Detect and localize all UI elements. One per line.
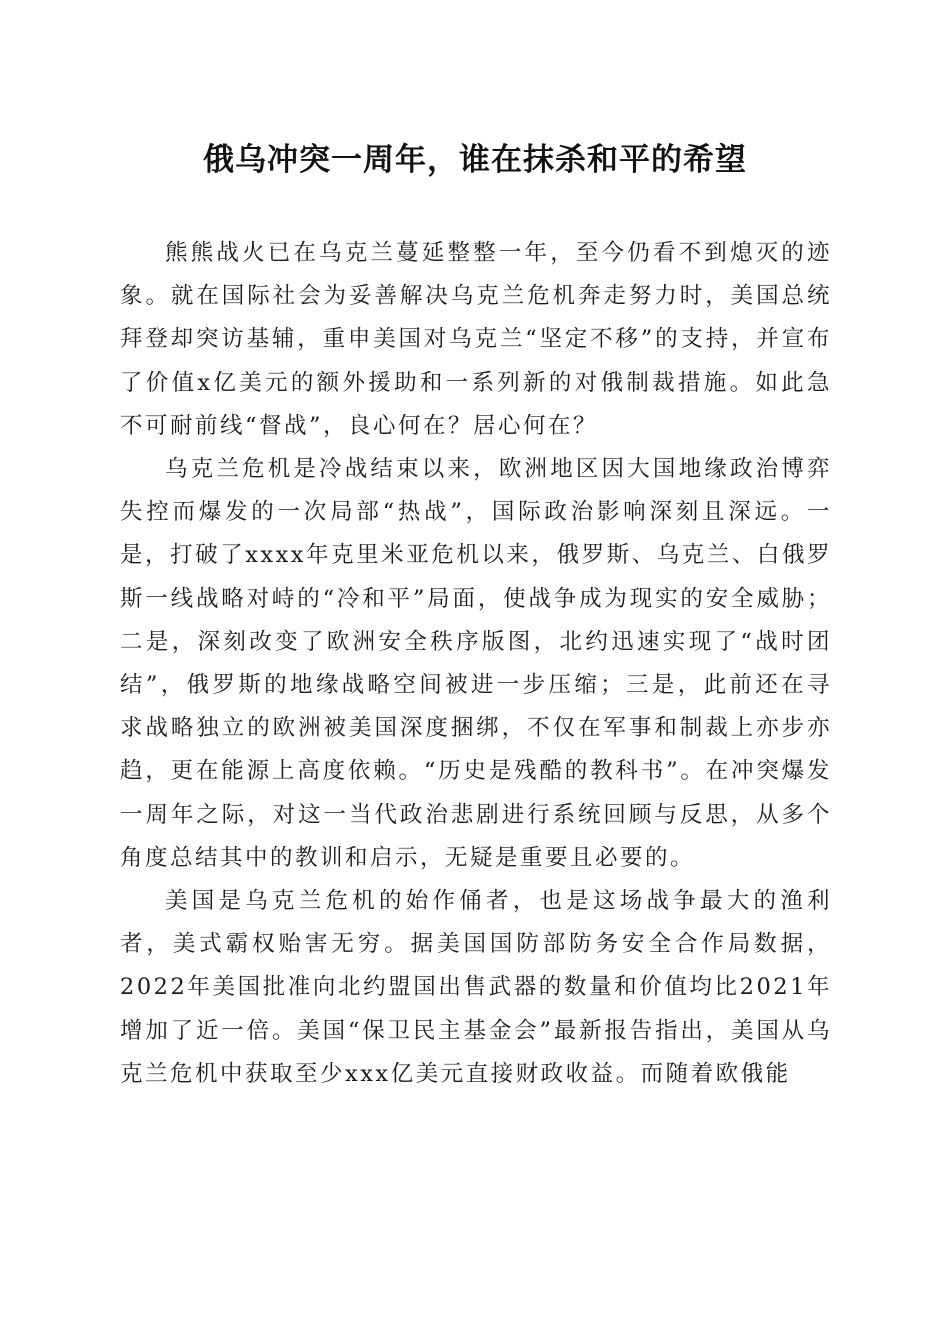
document-body [120,232,832,1096]
document-title: 俄乌冲突一周年，谁在抹杀和平的希望 [203,142,747,178]
paragraph-2: 乌克兰危机是冷战结束以来，欧洲地区因大国地缘政治博弈失控而爆发的一次局部“热战”，国际政治影响深刻且深远。一是，打破了xxxx年克里米亚危机以来，俄罗斯、乌克兰、白俄罗斯一线战略对峙的“冷和平”局面，使战争成为现实的安全威胁；二是，深刻改变了欧洲安全秩序版图，北约迅速实现了“战时团结”，俄罗斯的地缘战略空间被进一步压缩；三是，此前还在寻求战略独立的欧洲被美国深度捆绑，不仅在军事和制裁上亦步亦趋，更在能源上高度依赖。“历史是残酷的教科书”。在冲突爆发一周年之际，对这一当代政治悲剧进行系统回顾与反思，从多个角度总结其中的教训和启示，无疑是重要且必要的。 [120,456,832,871]
paragraph-3: 美国是乌克兰危机的始作俑者，也是这场战争最大的渔利者，美式霸权贻害无穷。据美国国防部防务安全合作局数据，2022年美国批准向北约盟国出售武器的数量和价值均比2021年增加了近一倍。美国“保卫民主基金会”最新报告指出，美国从乌克兰危机中获取至少xxx亿美元直接财政收益。而随着欧俄能 [120,888,832,1087]
paragraph-1: 熊熊战火已在乌克兰蔓延整整一年，至今仍看不到熄灭的迹象。就在国际社会为妥善解决乌克兰危机奔走努力时，美国总统拜登却突访基辅，重申美国对乌克兰“坚定不移”的支持，并宣布了价值x亿美元的额外援助和一系列新的对俄制裁措施。如此急不可耐前线“督战”，良心何在？居心何在？ [120,240,832,439]
